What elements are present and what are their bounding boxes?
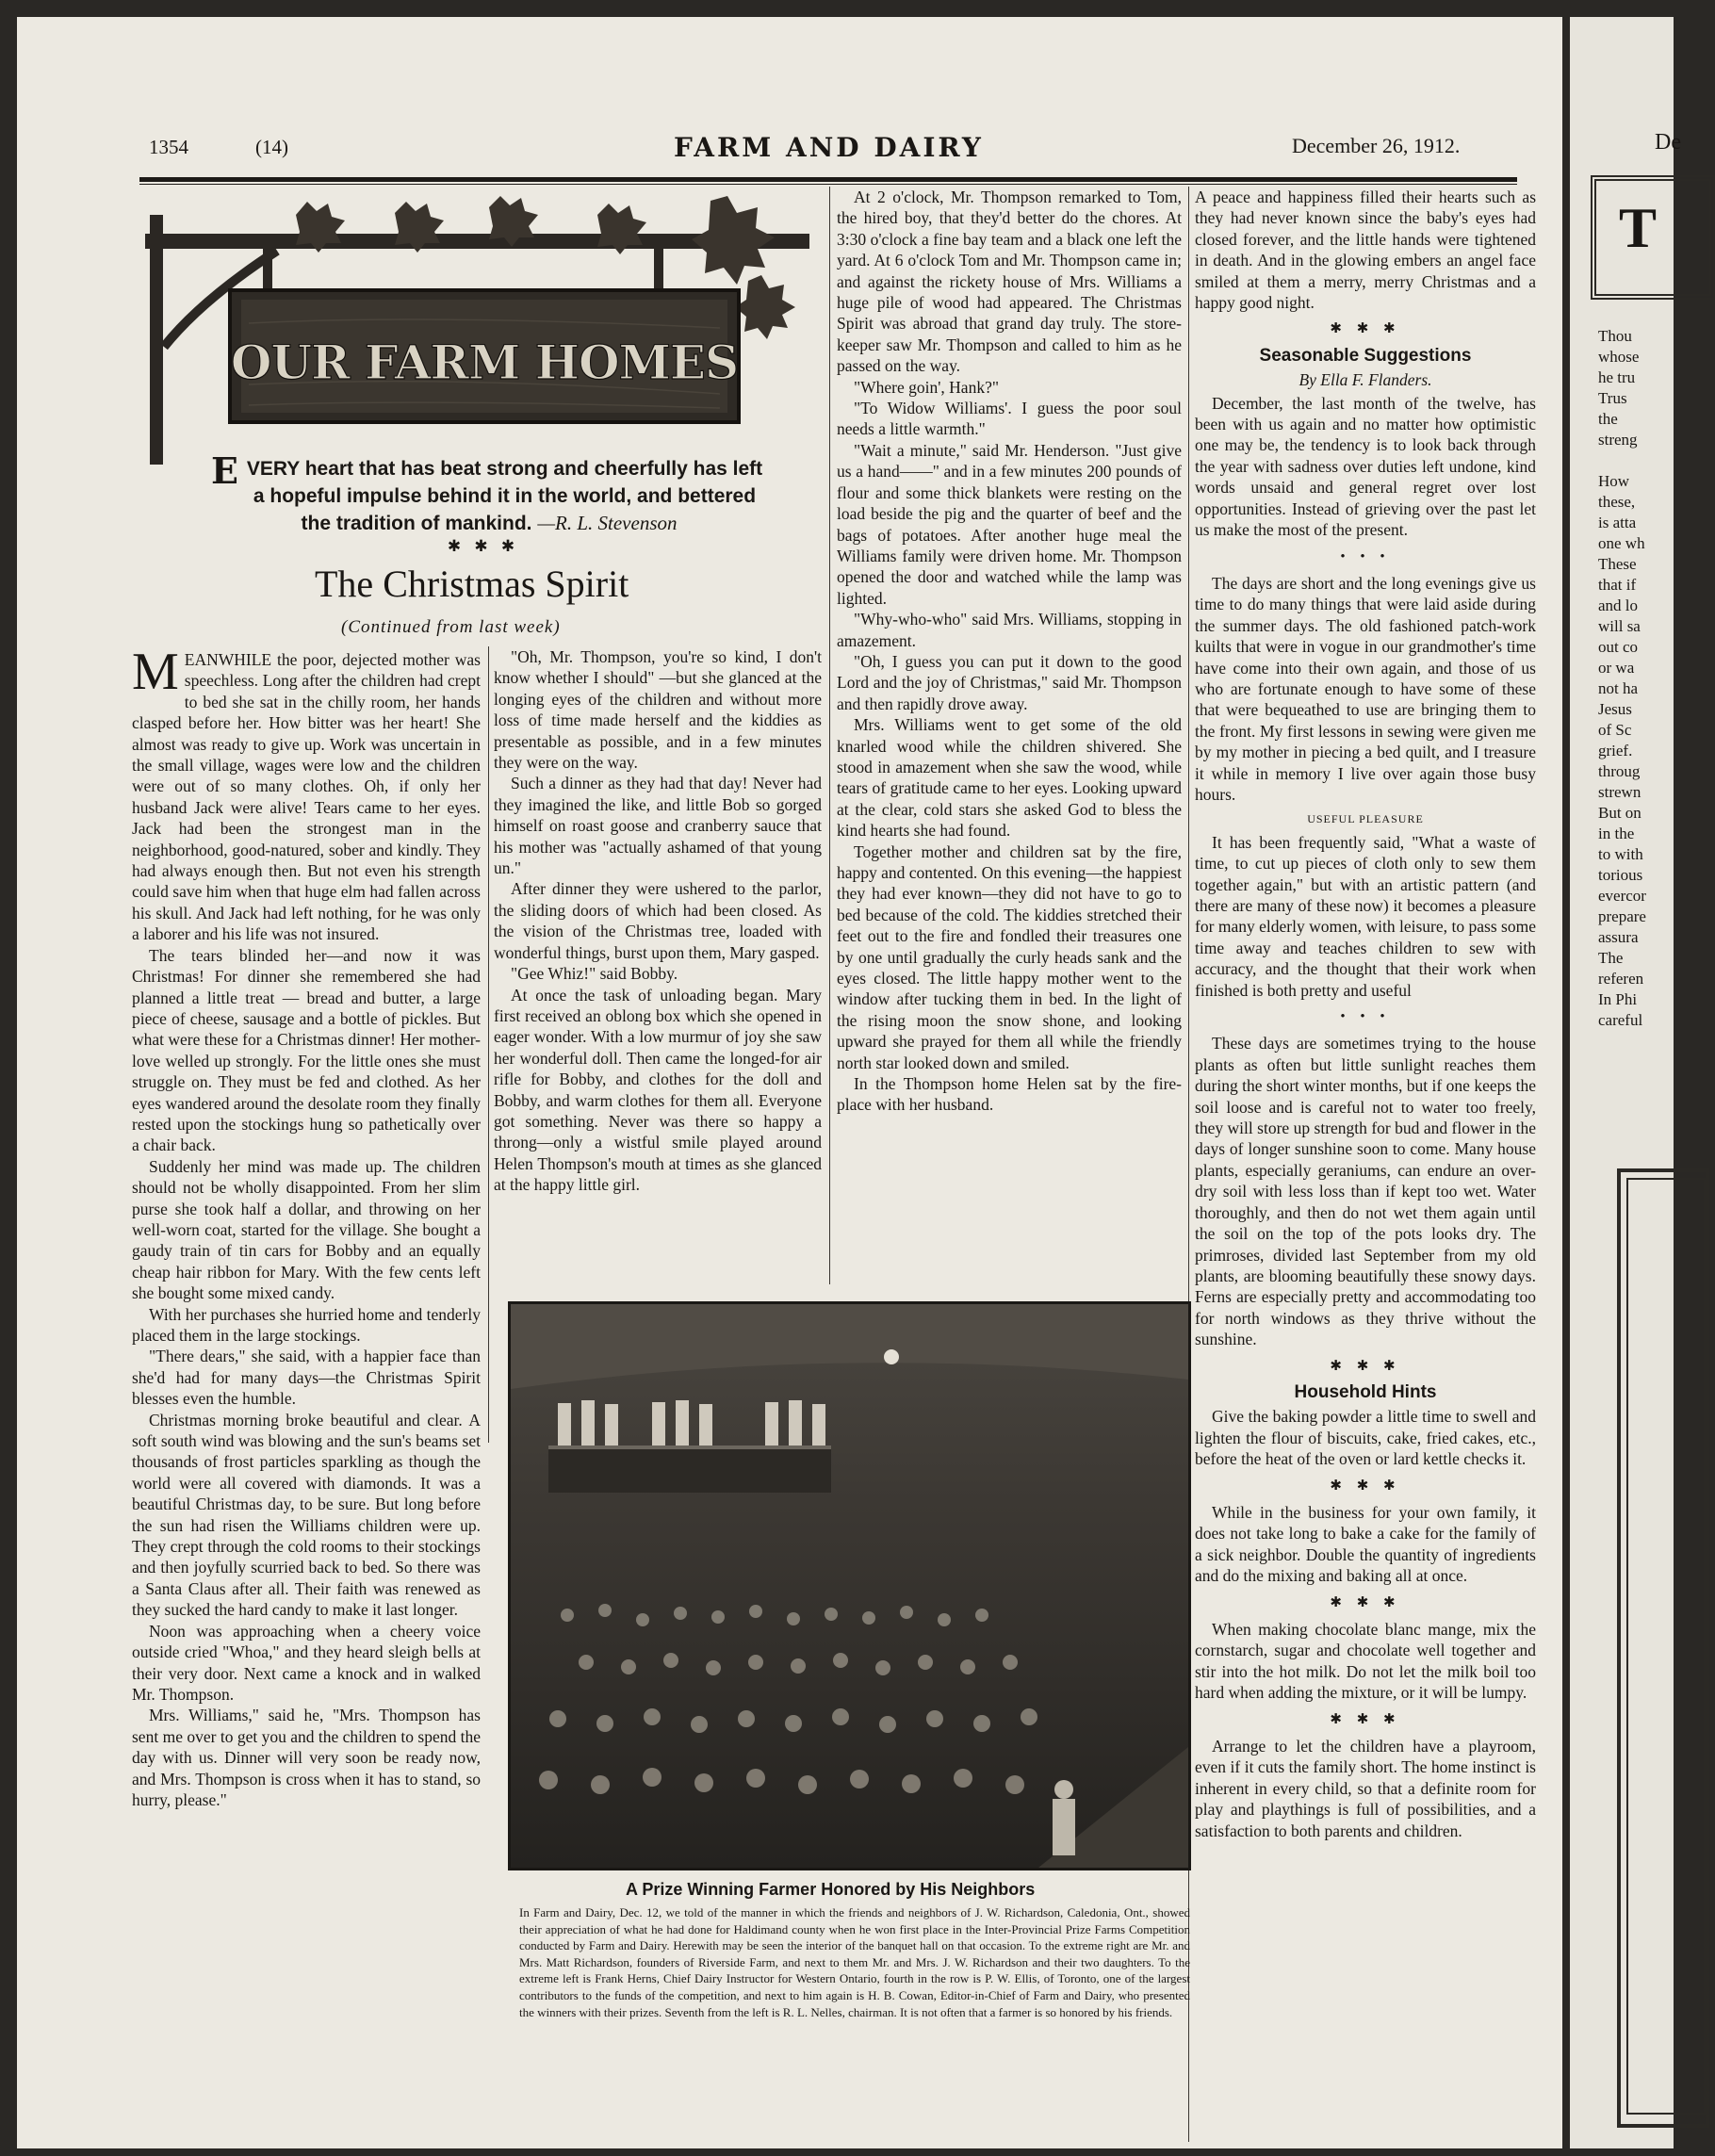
story-paragraph: "There dears," she said, with a happier face than she'd had for many days—the Christmas Spirit blesses even the humble. [132, 1347, 481, 1409]
story-paragraph: "Oh, Mr. Thompson, you're so kind, I don't know whether I should" —but she glanced at the longing eyes of the children and without more loss of time made herself and the kiddies as presentable as possible, and in a few minutes they were on the way. [494, 647, 822, 773]
ornament: ✱ ✱ ✱ [1330, 1358, 1401, 1374]
story-paragraph: "Where goin', Hank?" [854, 377, 999, 397]
ornament: ✱ ✱ ✱ [447, 537, 520, 555]
story-paragraph: After dinner they were ushered to the parlor, the sliding doors of which had been closed. As the vision of the Christmas tree, loaded with wonderful things, burst upon them, Mary gasped. [494, 879, 822, 962]
story-column-2 [494, 646, 822, 1196]
sign-text: OUR FARM HOMES [230, 335, 739, 390]
story-paragraph: EANWHILE the poor, dejected mother was speechless. Long after the children had crept to bed she sat in the chilly room, her hands clasped before her. How bitter was her heart! She almost was ready to give up. Work was uncertain in the small village, wages were low and the children were out of so many clothes. Oh, if only her husband Jack were alive! Tears came to her eyes. Jack had been the strongest man in the neighborhood, good-natured, sober and kindly. They had always enough then. But not even his strength could save him when that huge elm had fallen across his skull. And Jack had left nothing, for he was only a laborer and his life was not insured. [132, 650, 481, 944]
photo-caption: In Farm and Dairy, Dec. 12, we told of the manner in which the friends and neighbors of J. W. Richardson, Caledonia, Ont., showed their appreciation of what he had done for Haldimand county when he won first place in the Inter-Provincial Prize Farms Competition conducted by Farm and Dairy. Herewith may be seen the interior of the banquet hall on that occasion. To the extreme right are Mr. and Mrs. Matt Richardson, founders of Riverside Farm, and next to them Mr. and Mrs. J. W. Richardson and their two daughters. To the extreme left is Frank Herns, Chief Dairy Instructor for Western Ontario, fourth in the row is P. W. Ellis, of Toronto, one of the largest contributors to the funds of the competition, and next to him again is H. B. Cowan, Editor-in-Chief of Farm and Dairy, who presented the winners with their prizes. Seventh from the left is R. L. Nelles, chairman. It is not often that a farmer is so honored by his friends. [519, 1905, 1190, 2019]
article-paragraph: The days are short and the long evenings give us time to do many things that were laid aside during the summer days. The old fashioned patch-work kuilts that were in vogue in our grandmother's time have come into their own again, and those of us who are fortunate enough to have some of these that were bequeathed to use are bringing them to the front. My first lessons in sewing were given me by my mother in piecing a bed quilt, and I treasure it while in memory I live over again those busy hours. [1195, 573, 1536, 804]
column-rule [829, 187, 830, 1284]
article-byline: By Ella F. Flanders. [1298, 370, 1432, 390]
story-column-1 [132, 643, 481, 1810]
masthead: FARM AND DAIRY [674, 132, 984, 163]
page-number: 1354 [149, 136, 188, 158]
story-ending: A peace and happiness filled their hearts such as they had never known since the baby's eyes had closed forever, and the little hands were tightened in death. And in the glowing embers an angel face smiled at them a merry, merry Christmas and a happy good night. [1195, 188, 1536, 313]
story-paragraph: "Gee Whiz!" said Bobby. [511, 964, 678, 984]
issue-date: December 26, 1912. [1292, 134, 1461, 157]
story-paragraph: At once the task of unloading began. Mary first received an oblong box which she opened in eager wonder. With a low murmur of joy she saw her wonderful doll. Then came the longed-for air rifle for Bobby, and clothes for the doll and Bobby, and warm clothes for them all. Everyone got something. Never was there so happy a throng—only a wistful smile played around Helen Thompson's mouth at times as she glanced at the happy little girl. [494, 985, 822, 1195]
story-paragraph: "Why-who-who" said Mrs. Williams, stopping in amazement. [837, 610, 1182, 650]
story-paragraph: "To Widow Williams'. I guess the poor soul needs a little warmth." [837, 399, 1182, 439]
article-paragraph: It has been frequently said, "What a waste of time, to cut up pieces of cloth only to sew them together again," but with an artistic pattern (and there are many of these now) it becomes a pleasure for many elderly women, with leisure, to pass some time away and teaches children to sew with accuracy, and the thought that their work when finished is both pretty and useful [1195, 832, 1536, 1000]
household-hints-title: Household Hints [1294, 1381, 1437, 1402]
banquet-hall-photo [508, 1301, 1191, 1870]
column-rule [488, 646, 489, 1443]
subhead-useful-pleasure: USEFUL PLEASURE [1307, 812, 1424, 826]
adjoining-page-text: Thou whose he tru Trus the streng How these, is atta one wh These that if and lo will sa out co or wa not ha Jesus of Sc grief. throug strewn But on in the to with torious evercor prepare assura The referen In Phi careful [1598, 327, 1646, 1029]
story-paragraph: At 2 o'clock, Mr. Thompson remarked to Tom, the hired boy, that they'd better do the chores. At 3:30 o'clock a fine bay team and a black one left the yard. At 6 o'clock Tom and Mr. Thompson came in; and against the rickety house of Mrs. Williams a huge pile of wood had appeared. The Christmas Spirit was abroad that grand day truly. The store-keeper saw Mr. Thompson and called to him as he passed on the way. [837, 188, 1182, 376]
story-paragraph: Suddenly her mind was made up. The children should not be wholly disappointed. From her slim purse she took half a dollar, and throwing on her well-worn coat, started for the village. She bought a gaudy train of tin cars for Bobby and an equally cheap hair ribbon for Mary. With the few cents left she bought some mixed candy. [132, 1156, 481, 1303]
separator-dots: • • • [1340, 1009, 1391, 1025]
adjoining-page-edge [1570, 17, 1681, 2148]
story-paragraph: "Oh, I guess you can put it down to the good Lord and the joy of Christmas," said Mr. Thompson and then rapidly drove away. [837, 651, 1182, 713]
story-paragraph: Such a dinner as they had that day! Never had they imagined the like, and little Bob so gorged himself on roast goose and cranberry sauce that his mother was "actually ashamed of that young un." [494, 774, 822, 878]
article-paragraph: December, the last month of the twelve, has been with us again and no matter how optimistic one may be, the tendency is to look back through the year with sadness over duties left undone, kind words unsaid and general regret over lost opportunities. Instead of grieving over the past let us make the most of the present. [1195, 393, 1536, 540]
newspaper-page [17, 17, 1562, 2148]
story-paragraph: With her purchases she hurried home and tenderly placed them in the large stockings. [132, 1304, 481, 1345]
photo-caption-title: A Prize Winning Farmer Honored by His Neighbors [626, 1880, 1036, 1899]
hint-paragraph: Give the baking powder a little time to swell and lighten the flour of biscuits, cake, fried cakes, etc., before the heat of the oven or lard kettle checks it. [1195, 1407, 1536, 1469]
story-paragraph: Noon was approaching when a cheery voice outside cried "Whoa," and they heard sleigh bells at their very door. Next came a knock and in walked Mr. Thompson. [132, 1621, 481, 1704]
motto-attribution: —R. L. Stevenson [537, 512, 678, 534]
story-paragraph: Mrs. Williams went to get some of the old knarled wood while the children shivered. She stood in amazement when she saw the wood, while tears of gratitude came to her eyes. Looking upward at the clear, cold stars she asked God to bless the kind hearts she had found. [837, 715, 1182, 841]
adjoining-page-box-inner [1626, 1178, 1706, 2115]
header-rule [139, 177, 1517, 182]
hint-paragraph: While in the business for your own family, it does not take long to bake a cake for the family of a sick neighbor. Double the quantity of ingredients and do the mixing and baking all at once. [1195, 1502, 1536, 1586]
hint-paragraph: Arrange to let the children have a playroom, even if it cuts the family short. The home instinct is inherent in every child, so that a definite room for play and playthings is full of possibilities, and a satisfaction to both parents and children. [1195, 1737, 1536, 1840]
ornament: ✱ ✱ ✱ [1330, 1711, 1401, 1727]
story-paragraph: Together mother and children sat by the fire, happy and contented. On this evening—the happiest they had ever known—they did not have to go to bed because of the cold. The kiddies stretched their feet out to the fire and fondled their treasures one by one until gradually the curly heads sank and the eyes closed. The little happy mother went to the window after tucking them in bed. In the light of the rising moon the snow shone, and looking upward she prayed for them all while the friendly north star looked down and smiled. [837, 841, 1182, 1072]
seasonable-suggestions-title: Seasonable Suggestions [1259, 345, 1472, 366]
adjoining-page-initial: T [1619, 197, 1658, 259]
section-number: (14) [255, 136, 288, 158]
story-paragraph: Mrs. Williams," said he, "Mrs. Thompson has sent me over to get you and the children to spend the day with us. Dinner will very soon be ready now, and Mrs. Thompson is cross when it has to stand, so hurry, please." [132, 1706, 481, 1809]
story-continued: (Continued from last week) [341, 617, 561, 637]
ornament: ✱ ✱ ✱ [1330, 1594, 1401, 1610]
hint-paragraph: When making chocolate blanc mange, mix the cornstarch, sugar and chocolate well together and stir into the hot milk. Do not let the milk boil too hard when adding the mixture, or it will be lumpy. [1195, 1620, 1536, 1703]
story-paragraph: Christmas morning broke beautiful and clear. A soft south wind was blowing and the sun's beams set thousands of frost particles sparkling as though the world were all covered with diamonds. It was a beautiful Christmas day, to be sure. But long before the sun had risen the Williams children were up. They crept through the cold rooms to their stockings and then joyfully scurried back to bed. So there was a Santa Claus after all. Their faith was renewed as they sucked the hard candy to make it last longer. [132, 1410, 481, 1620]
our-farm-homes-banner [145, 196, 814, 465]
ornament: ✱ ✱ ✱ [1330, 1478, 1401, 1494]
header-rule-thin [139, 184, 1517, 185]
motto-drop-letter: E [211, 449, 238, 492]
article-paragraph: These days are sometimes trying to the house plants as often but little sunlight reaches them during the short winter months, but if one keeps the soil loose and is careful not to water too freely, they will store up strength for bud and flower in the days of longer sunshine soon to come. Many house plants, especially geraniums, can endure an over-dry soil with less loss than if kept too wet. Water thoroughly, and then do not wet them again until the soil on the top of the pots looks dry. The primroses, divided last September from my old plants, are blooming beautifully these snowy days. Ferns are especially pretty and accommodating too for north windows as they thrive without the sunshine. [1195, 1034, 1536, 1349]
story-paragraph: The tears blinded her—and now it was Christmas! For dinner she remembered she had planned a little treat — bread and butter, a large piece of cheese, sausage and a bottle of pickles. But what were these for a Christmas dinner! Her mother-love welled up strongly. For the little ones she must struggle on. They must be fed and clothed. As her eyes wandered around the desolate room they finally rested upon the stockings hung so pathetically over a chair back. [132, 945, 481, 1155]
separator-dots: • • • [1340, 548, 1391, 564]
adjoining-page-header: De [1655, 130, 1681, 155]
story-column-3 [837, 187, 1182, 1116]
right-column [1195, 187, 1536, 1841]
story-drop-letter: M [132, 643, 179, 701]
ornament: ✱ ✱ ✱ [1330, 321, 1401, 337]
motto-quote [211, 449, 767, 537]
story-paragraph: In the Thompson home Helen sat by the fire-place with her husband. [837, 1074, 1182, 1115]
story-title: The Christmas Spirit [315, 563, 629, 605]
story-paragraph: "Wait a minute," said Mr. Henderson. "Just give us a hand——" and in a few minutes 200 pounds of flour and some thick blankets were resting on the load beside the pig and the quarter of beef and the bags of potatoes. After another huge meal the Williams family were driven home. Mr. Thompson opened the door and watched while the lamp was lighted. [837, 440, 1182, 608]
motto-text: VERY heart that has beat strong and cheerfully has left a hopeful impulse behind it in the world, and bettered the tradition of mankind. [246, 458, 763, 534]
